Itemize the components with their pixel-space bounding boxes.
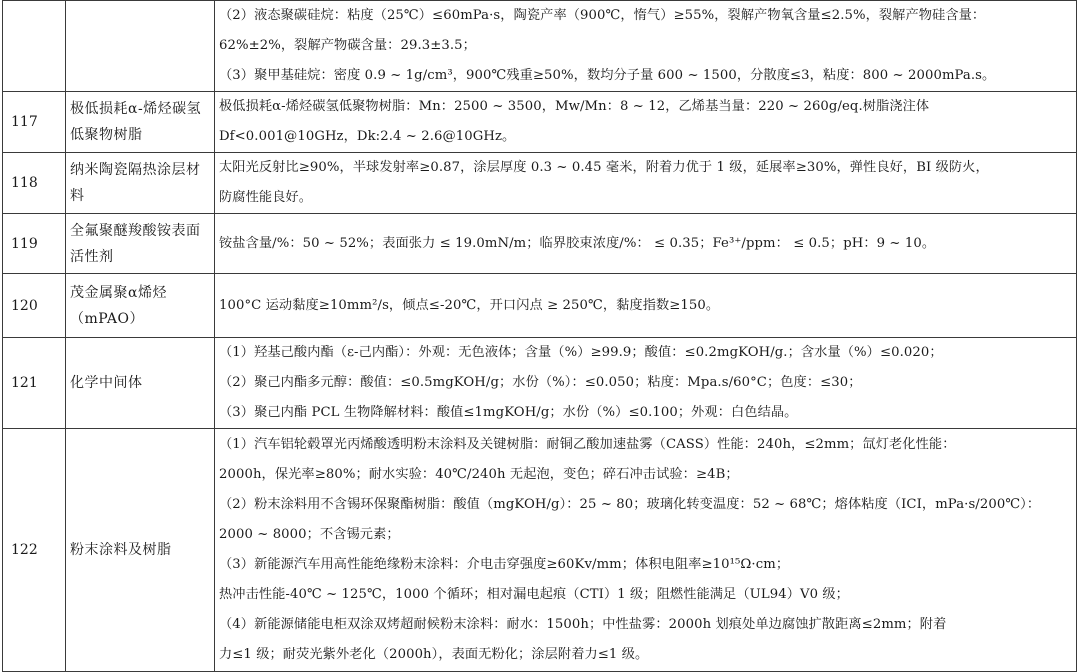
requirement-line: （2）粉末涂料用不含锡环保聚酯树脂：酸值（mgKOH/g）：25 ~ 80；玻璃化转变温度：52 ~ 68℃；熔体粘度（ICI，mPa·s/200℃）： (219, 497, 1041, 512)
requirement-line: （1）羟基己酸内酯（ε-己内酯）：外观：无色液体；含量（%）≥99.9；酸值：≤0.2mgKOH/g.；含水量（%）≤0.020； (219, 345, 943, 360)
table-row (3, 1, 1077, 92)
requirement-line: 2000h，保光率≥80%；耐水实验：40℃/240h 无起泡，变色；碎石冲击试验：≥4B； (219, 467, 739, 482)
requirements-cell (215, 274, 1077, 338)
requirement-line: （3）聚己内酯 PCL 生物降解材料：酸值≤1mgKOH/g；水份（%）≤0.100；外观：白色结晶。 (219, 405, 798, 420)
requirement-line: 太阳光反射比≥90%，半球发射率≥0.87，涂层厚度 0.3 ~ 0.45 毫米，附着力优于 1 级，延展率≥30%，弹性良好，BI 级防火， (219, 160, 989, 175)
requirements-cell (215, 92, 1077, 153)
spec-table (2, 0, 1077, 672)
requirement-line: （3）聚甲基硅烷：密度 0.9 ~ 1g/cm³，900℃残重≥50%，数均分子量 600 ~ 1500，分散度≤3，粘度：800 ~ 2000mPa.s。 (219, 68, 996, 83)
requirements-cell (215, 153, 1077, 214)
product-name: 全氟聚醚羧酸铵表面活性剂 (66, 214, 215, 274)
table-row (3, 338, 1077, 429)
requirement-line: （2）聚己内酯多元醇：酸值：≤0.5mgKOH/g；水份（%）：≤0.050；粘度：Mpa.s/60°C；色度：≤30； (219, 375, 862, 390)
row-number: 120 (3, 274, 66, 338)
product-name: 纳米陶瓷隔热涂层材料 (66, 153, 215, 214)
requirement-line: 极低损耗α-烯烃碳氢低聚物树脂：Mn：2500 ~ 3500，Mw/Mn：8 ~ 12，乙烯基当量：220 ~ 260g/eq.树脂浇注体 (219, 99, 930, 114)
table-row (3, 153, 1077, 214)
product-name (66, 1, 215, 92)
requirement-line: 62%±2%，裂解产物碳含量：29.3±3.5； (219, 38, 476, 53)
requirements-cell (215, 429, 1077, 672)
requirement-line: （4）新能源储能电柜双涂双烤超耐候粉末涂料：耐水：1500h；中性盐雾：2000h 划痕处单边腐蚀扩散距离≤2mm；附着 (219, 617, 947, 632)
requirement-line: 热冲击性能-40℃ ~ 125℃，1000 个循环；相对漏电起痕（CTI）1 级；阻燃性能满足（UL94）V0 级； (219, 587, 849, 602)
row-number: 121 (3, 338, 66, 429)
requirement-line: Df<0.001@10GHz，Dk:2.4 ~ 2.6@10GHz。 (219, 129, 516, 144)
table-row (3, 214, 1077, 274)
product-name: 极低损耗α-烯烃碳氢低聚物树脂 (66, 92, 215, 153)
product-name: 化学中间体 (66, 338, 215, 429)
requirement-line: 100°C 运动黏度≥10mm²/s，倾点≤-20℃，开口闪点 ≥ 250℃，黏度指数≥150。 (219, 297, 720, 313)
requirement-line: 力≤1 级；耐荧光紫外老化（2000h），表面无粉化；涂层附着力≤1 级。 (219, 647, 649, 662)
table-row (3, 429, 1077, 672)
row-number: 117 (3, 92, 66, 153)
product-name: 茂金属聚α烯烃（mPAO） (66, 274, 215, 338)
requirement-line: 铵盐含量/%：50 ~ 52%；表面张力 ≤ 19.0mN/m；临界胶束浓度/%： ≤ 0.35；Fe³⁺/ppm： ≤ 0.5；pH：9 ~ 10。 (219, 235, 936, 251)
table-row (3, 274, 1077, 338)
requirement-line: （2）液态聚碳硅烷：粘度（25℃）≤60mPa·s，陶瓷产率（900℃，惰气）≥55%，裂解产物氧含量≤2.5%，裂解产物硅含量： (219, 8, 986, 23)
row-number (3, 1, 66, 92)
requirement-line: 2000 ~ 8000；不含锡元素； (219, 527, 400, 542)
product-name: 粉末涂料及树脂 (66, 429, 215, 672)
row-number: 118 (3, 153, 66, 214)
spec-table-body (3, 1, 1077, 672)
row-number: 119 (3, 214, 66, 274)
row-number: 122 (3, 429, 66, 672)
requirements-cell (215, 1, 1077, 92)
requirement-line: （3）新能源汽车用高性能绝缘粉末涂料：介电击穿强度≥60Kv/mm；体积电阻率≥10¹⁵Ω·cm； (219, 557, 790, 572)
requirement-line: （1）汽车铝轮毂罩光丙烯酸透明粉末涂料及关键树脂：耐铜乙酸加速盐雾（CASS）性能：240h，≤2mm；氙灯老化性能： (219, 437, 956, 452)
requirements-cell (215, 338, 1077, 429)
requirements-cell (215, 214, 1077, 274)
table-row (3, 92, 1077, 153)
requirement-line: 防腐性能良好。 (219, 190, 313, 205)
